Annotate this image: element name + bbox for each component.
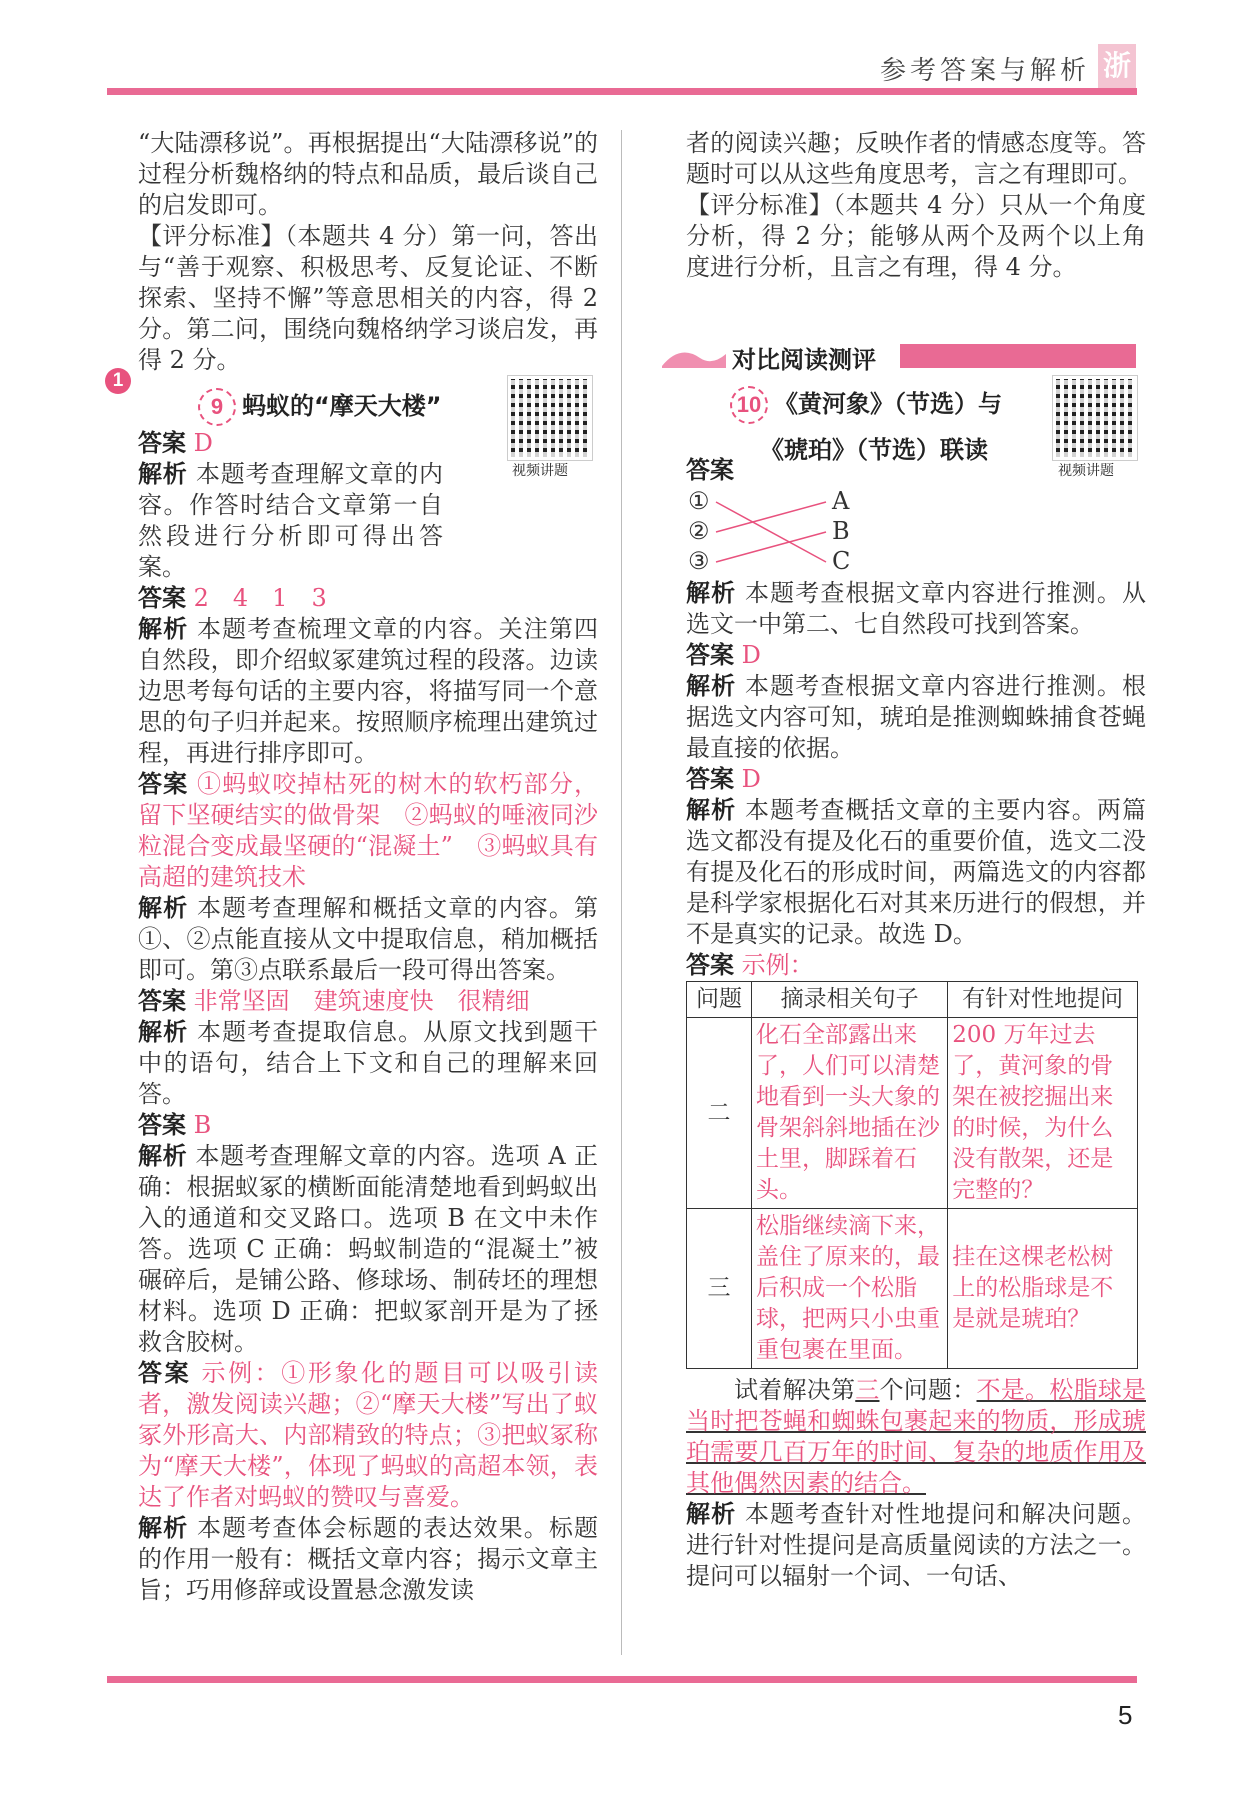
table-cell-question: 200 万年过去了，黄河象的骨架在被挖掘出来的时候，为什么没有散架，还是完整的？ (948, 1018, 1138, 1209)
section-10-heading: 10 《黄河象》（节选）与 《琥珀》（节选）联读 (730, 384, 1050, 465)
left-intro: “大陆漂移说”。再根据提出“大陆漂移说”的过程分析魏格纳的特点和品质，最后谈自己的启发即可。 (138, 129, 598, 219)
q3-analysis: 解析 本题考查概括文章的主要内容。两篇选文都没有提及化石的重要价值，选文二没有提及化石的形成时间，两篇选文的内容都是科学家根据化石对其来历进行的假想，并不是真实的记录。故选 D。 (686, 796, 1146, 948)
comparison-banner: 对比阅读测评 (660, 340, 1136, 372)
table-cell-quote: 化石全部露出来了，人们可以清楚地看到一头大象的骨架斜斜地插在沙土里，脚踩着石头。 (752, 1018, 948, 1209)
section-title: 蚂蚁的“摩天大楼” (242, 392, 442, 420)
table-header: 摘录相关句子 (752, 982, 948, 1018)
q1-answer: 答案 D (138, 429, 213, 457)
table-cell-para: 三 (687, 1209, 752, 1369)
q1-analysis: 解析 本题考查根据文章内容进行推测。从选文一中第二、七自然段可找到答案。 (686, 579, 1146, 638)
section-number: 10 (730, 386, 768, 424)
table-header-row (687, 982, 1138, 1018)
table-cell-question: 挂在这棵老松树上的松脂球是不是就是琥珀？ (948, 1209, 1138, 1369)
q1-analysis: 解析 本题考查理解文章的内容。作答时结合文章第一自然段进行分析即可得出答案。 (138, 460, 444, 581)
table-header: 问题 (687, 982, 752, 1018)
q4-analysis: 解析 本题考查提取信息。从原文找到题干中的语句，结合上下文和自己的理解来回答。 (138, 1018, 598, 1108)
table-row (687, 1209, 1138, 1369)
q4-answer: 答案 示例： (686, 951, 814, 979)
question-table (686, 981, 1138, 1369)
q3-answer: 答案 D (686, 765, 761, 793)
section-number: 9 (198, 388, 236, 426)
column-divider (621, 130, 622, 1655)
qr-code-right[interactable] (1053, 376, 1137, 460)
page-number: 5 (1118, 1700, 1133, 1730)
right-intro: 者的阅读兴趣；反映作者的情感态度等。答题时可以从这些角度思考，言之有理即可。 (686, 129, 1146, 188)
table-header: 有针对性地提问 (948, 982, 1138, 1018)
q3-answer: 答案 ①蚂蚁咬掉枯死的树木的软朽部分，留下坚硬结实的做骨架 ②蚂蚁的唾液同沙粒混合变成最坚硬的“混凝土” ③蚂蚁具有高超的建筑技术 (138, 770, 598, 891)
qr-code-left[interactable] (508, 376, 592, 460)
q2-analysis: 解析 本题考查根据文章内容进行推测。根据选文内容可知，琥珀是推测蜘蛛捕食苍蝇最直接的依据。 (686, 672, 1146, 762)
right-column-questions (686, 455, 1146, 1592)
footer-rule (107, 1676, 1137, 1683)
q3-analysis: 解析 本题考查理解和概括文章的内容。第①、②点能直接从文中提取信息，稍加概括即可。第③点联系最后一段可得出答案。 (138, 894, 598, 984)
left-column (138, 128, 598, 1606)
right-column (686, 128, 1146, 283)
qr-caption-left: 视频讲题 (512, 463, 568, 479)
q1-answer: 答案 (686, 456, 734, 484)
banner-wave-icon (660, 340, 730, 372)
table-cell-para: 二 (687, 1018, 752, 1209)
q5-answer: 答案 B (138, 1111, 212, 1139)
matching-lines (686, 486, 846, 578)
left-scoring: 【评分标准】（本题共 4 分）第一问，答出与“善于观察、积极思考、反复论证、不断探索、坚持不懈”等意思相关的内容，得 2 分。第二问，围绕向魏格纳学习谈启发，再得 2 分。 (138, 222, 598, 374)
page-header-title: 参考答案与解析 (880, 56, 1091, 86)
q4-solve: 试着解决第三个问题：不是。松脂球是当时把苍蝇和蜘蛛包裹起来的物质，形成琥珀需要几百万年的时间、复杂的地质作用及其他偶然因素的结合。 (686, 1376, 1146, 1497)
q5-analysis: 解析 本题考查理解文章的内容。选项 A 正确：根据蚁冢的横断面能清楚地看到蚂蚁出入的通道和交叉路口。选项 B 在文中未作答。选项 C 正确：蚂蚁制造的“混凝土”被碾碎后，是铺公路、修球场、制砖坯的理想材料。选项 D 正确：把蚁冢剖开是为了拯救含胶树。 (138, 1142, 598, 1356)
q2-answer: 答案 D (686, 641, 761, 669)
answer-text: D (193, 429, 213, 457)
matching-diagram: ① ② ③ A B C (686, 486, 1146, 578)
q2-answer: 答案 2 4 1 3 (138, 584, 327, 612)
table-row (687, 1018, 1138, 1209)
right-scoring: 【评分标准】（本题共 4 分）只从一个角度分析，得 2 分；能够从两个及两个以上角度进行分析，且言之有理，得 4 分。 (686, 191, 1146, 281)
qr-caption-right: 视频讲题 (1058, 463, 1114, 479)
q6-analysis: 解析 本题考查体会标题的表达效果。标题的作用一般有：概括文章内容；揭示文章主旨；巧用修辞或设置悬念激发读 (138, 1514, 598, 1604)
q2-analysis: 解析 本题考查梳理文章的内容。关注第四自然段，即介绍蚁冢建筑过程的段落。边读边思考每句话的主要内容，将描写同一个意思的句子归并起来。按照顺序梳理出建筑过程，再进行排序即可。 (138, 615, 598, 767)
header-rule (107, 88, 1137, 95)
q6-answer: 答案 示例：①形象化的题目可以吸引读者，激发阅读兴趣；②“摩天大楼”写出了蚁冢外形高大、内部精致的特点；③把蚁冢称为“摩天大楼”，体现了蚂蚁的高超本领，表达了作者对蚂蚁的赞叹与喜爱。 (138, 1359, 598, 1511)
q4-answer: 答案 非常坚固 建筑速度快 很精细 (138, 987, 530, 1015)
answer-text: 2 4 1 3 (193, 584, 327, 612)
q1-badge: 1 (105, 368, 131, 394)
table-cell-quote: 松脂继续滴下来，盖住了原来的，最后积成一个松脂球，把两只小虫重重包裹在里面。 (752, 1209, 948, 1369)
province-badge: 浙 (1098, 44, 1136, 88)
q4-analysis: 解析 本题考查针对性地提问和解决问题。进行针对性提问是高质量阅读的方法之一。提问可以辐射一个词、一句话、 (686, 1500, 1146, 1590)
